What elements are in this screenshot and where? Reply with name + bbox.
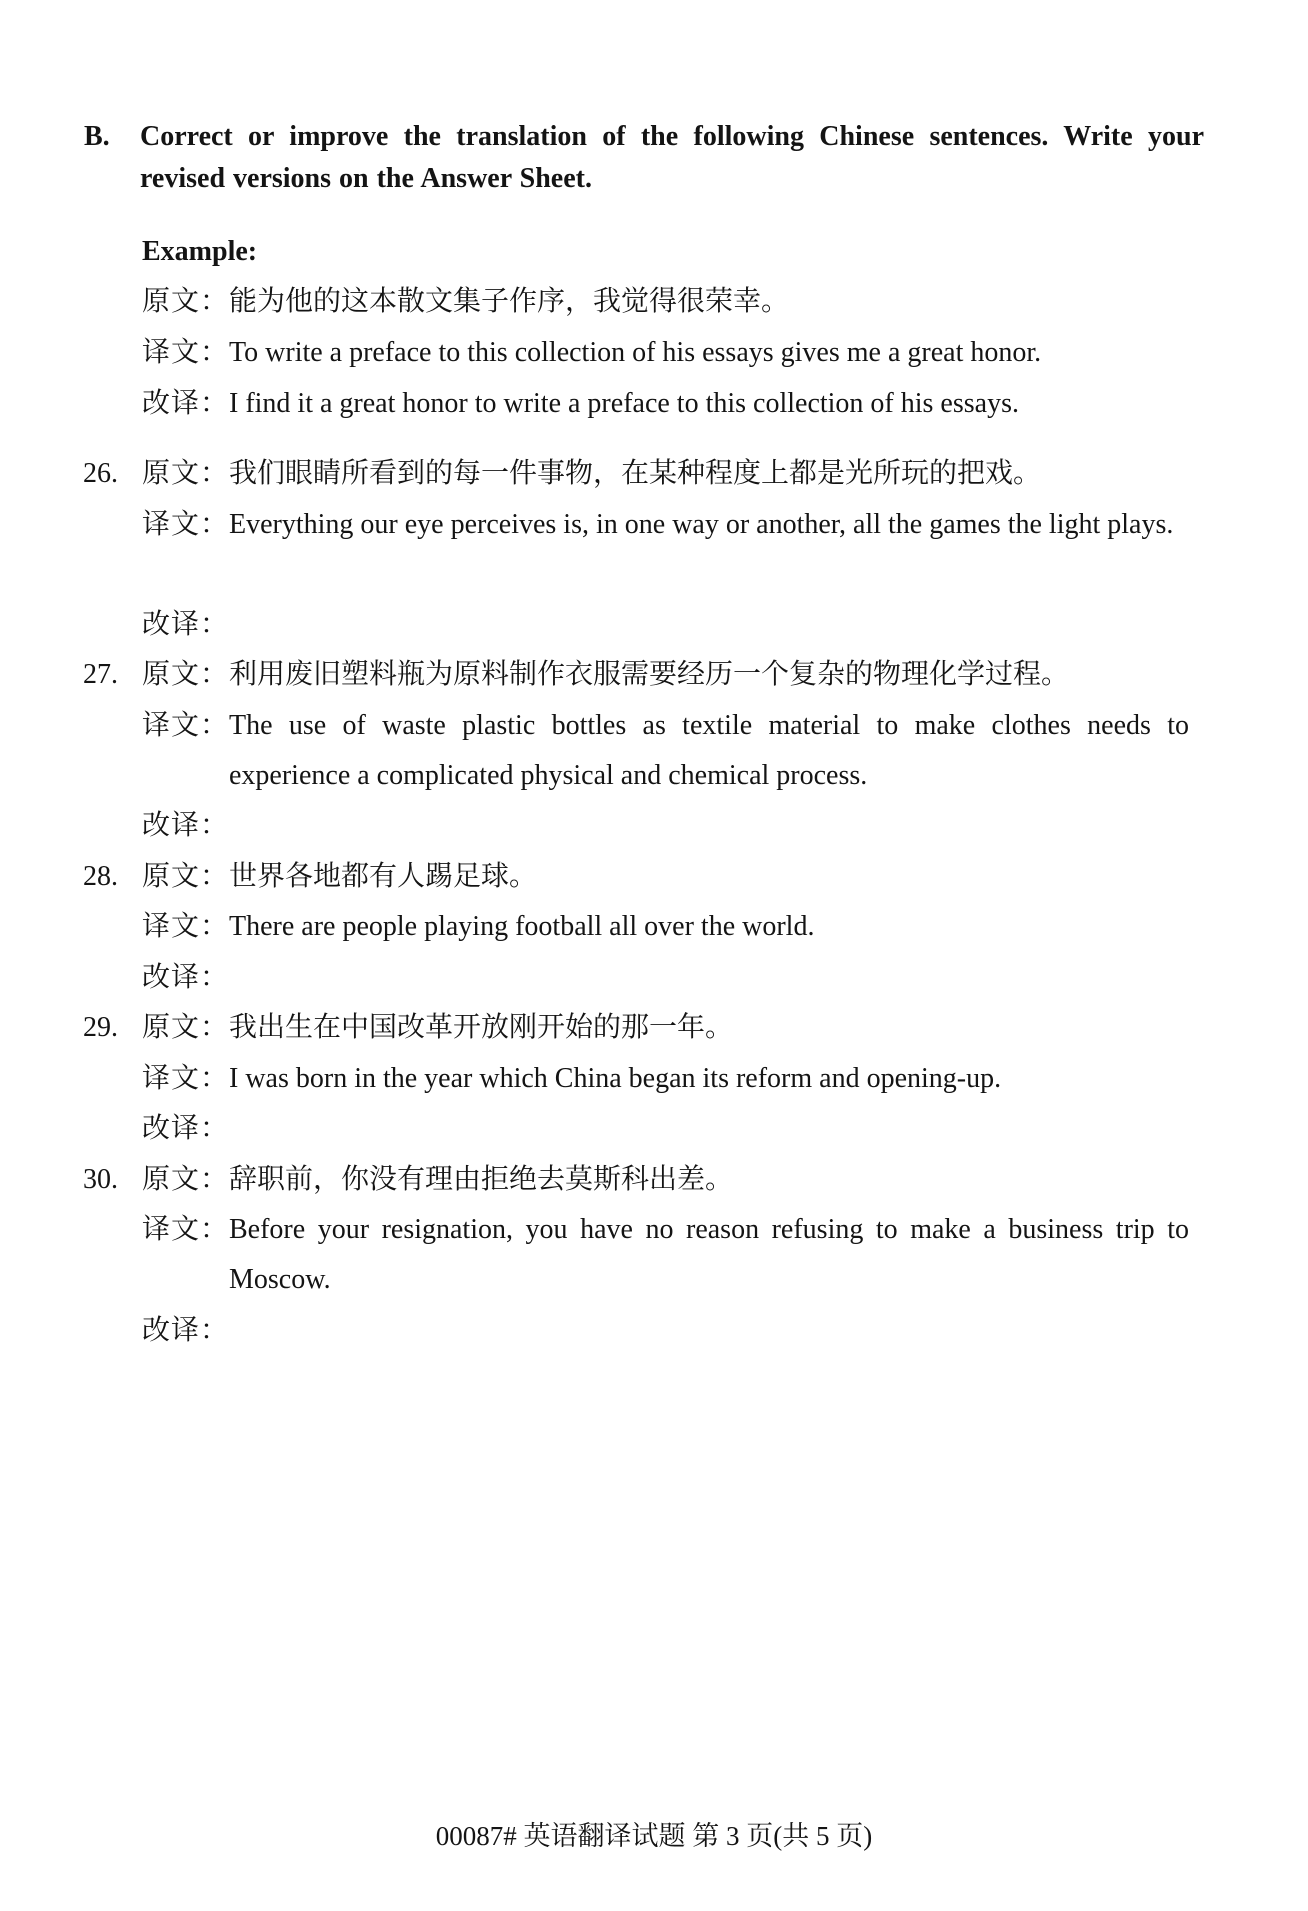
translation-label: 译文： [142, 710, 230, 741]
revision-label: 改译： [142, 962, 230, 993]
translation-label: 译文： [142, 1214, 230, 1245]
question-number: 30. [83, 1164, 118, 1195]
translation-label: 译文： [142, 911, 230, 942]
example-translation-label: 译文： [142, 337, 230, 368]
revision-label: 改译： [142, 1315, 230, 1346]
source-label: 原文： [142, 458, 230, 489]
translation-text: Before your resignation, you have no reason refusing to make a business trip to Moscow. [229, 1214, 1189, 1295]
example-revision-label: 改译： [142, 388, 230, 419]
question-number: 27. [83, 659, 118, 690]
section-instruction-text: Correct or improve the translation of the following Chinese sentences. Write your revised versions on the Answer Sheet. [140, 121, 1204, 194]
translation-text: I was born in the year which China began its reform and opening-up. [229, 1063, 1002, 1094]
revision-label: 改译： [142, 609, 230, 640]
translation-text: The use of waste plastic bottles as textile material to make clothes needs to experience a complicated physical and chemical process. [229, 710, 1189, 791]
source-label: 原文： [142, 861, 230, 892]
source-text: 辞职前，你没有理由拒绝去莫斯科出差。 [229, 1164, 734, 1195]
example-title: Example: [142, 236, 258, 267]
source-label: 原文： [142, 1012, 230, 1043]
source-text: 我们眼睛所看到的每一件事物，在某种程度上都是光所玩的把戏。 [229, 458, 1042, 489]
translation-label: 译文： [142, 1063, 230, 1094]
source-text: 世界各地都有人踢足球。 [229, 861, 538, 892]
example-translation-text: To write a preface to this collection of his essays gives me a great honor. [229, 337, 1042, 368]
source-text: 利用废旧塑料瓶为原料制作衣服需要经历一个复杂的物理化学过程。 [229, 659, 1070, 690]
translation-text: There are people playing football all over the world. [229, 911, 815, 942]
example-revision-text: I find it a great honor to write a preface to this collection of his essays. [229, 388, 1019, 419]
translation-label: 译文： [142, 509, 230, 540]
section-instruction [84, 116, 1204, 200]
question-number: 26. [83, 458, 118, 489]
example-source-text: 能为他的这本散文集子作序，我觉得很荣幸。 [229, 286, 790, 317]
question-number: 28. [83, 861, 118, 892]
question-number: 29. [83, 1012, 118, 1043]
source-label: 原文： [142, 659, 230, 690]
example-source-label: 原文： [142, 286, 230, 317]
section-letter: B. [84, 121, 110, 152]
source-text: 我出生在中国改革开放刚开始的那一年。 [229, 1012, 734, 1043]
revision-label: 改译： [142, 1113, 230, 1144]
source-label: 原文： [142, 1164, 230, 1195]
revision-label: 改译： [142, 810, 230, 841]
translation-text: Everything our eye perceives is, in one way or another, all the games the light plays. [229, 509, 1174, 540]
page-footer: 00087# 英语翻译试题 第 3 页(共 5 页) [435, 1821, 873, 1851]
